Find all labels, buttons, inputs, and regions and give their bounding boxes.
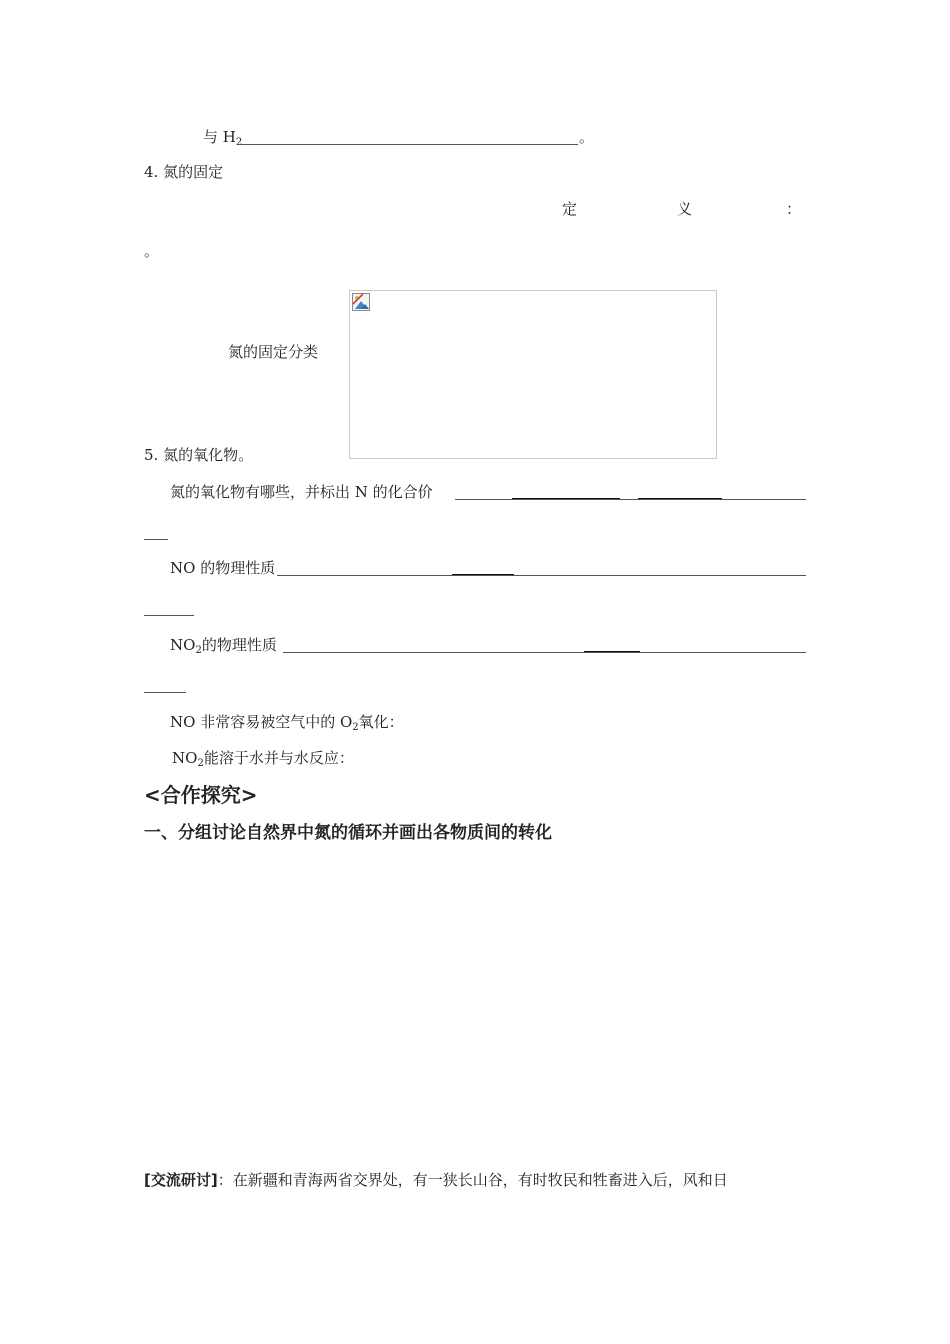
q2-answer-continuation[interactable]	[144, 615, 194, 616]
q1-answer-segment-1	[512, 498, 620, 499]
q2-answer-segment	[452, 574, 514, 575]
q2-text: NO 的物理性质	[170, 559, 276, 577]
discussion-text: ：在新疆和青海两省交界处，有一狭长山谷，有时牧民和牲畜进入后，风和日	[217, 1171, 728, 1189]
q1-answer-continuation[interactable]	[144, 539, 168, 540]
q5-text: $NO_2$能溶于水并与水反应：	[172, 749, 354, 769]
task1-title: 一、分组讨论自然界中氮的循环并画出各物质间的转化	[144, 823, 552, 843]
definition-char-2: 义	[677, 200, 693, 218]
h2-answer-blank[interactable]	[238, 144, 578, 145]
definition-char-1: 定	[562, 200, 578, 218]
q3-text: $NO_2$的物理性质	[170, 636, 277, 656]
q1-answer-segment-2	[638, 498, 722, 499]
broken-image-icon	[352, 293, 370, 311]
definition-colon: ：	[786, 200, 802, 218]
q1-text: 氮的氧化物有哪些，并标出 N 的化合价	[170, 483, 433, 501]
definition-end: 。	[144, 242, 160, 260]
q2-answer-blank[interactable]	[277, 575, 806, 576]
q1-answer-blank[interactable]	[455, 499, 806, 500]
h2-line-end: 。	[579, 128, 595, 146]
classification-label: 氮的固定分类	[228, 343, 319, 361]
q4-text: NO 非常容易被空气中的 $O_2$氧化：	[170, 713, 404, 733]
q3-answer-continuation[interactable]	[144, 692, 186, 693]
classification-image	[349, 290, 717, 459]
h2-reaction-line: 与 $H_2$	[203, 128, 243, 148]
item5-title: 5. 氮的氧化物。	[144, 446, 254, 464]
section-title: <合作探究>	[144, 783, 258, 807]
discussion-label: [交流研讨]	[144, 1171, 218, 1189]
discussion-paragraph	[144, 1170, 728, 1190]
item4-title: 4. 氮的固定	[144, 163, 224, 181]
q3-answer-blank[interactable]	[283, 652, 806, 653]
q3-answer-segment	[584, 651, 640, 652]
